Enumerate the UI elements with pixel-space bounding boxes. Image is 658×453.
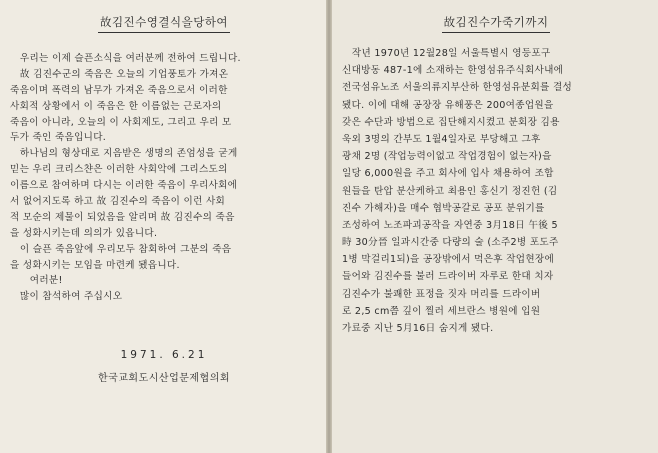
left-body-line: 이 슬픈 죽음앞에 우리모두 참회하여 그분의 죽음 bbox=[10, 243, 232, 255]
right-page-title bbox=[342, 14, 650, 33]
left-page bbox=[0, 0, 326, 453]
left-body-line: 두가 죽인 죽음입니다. bbox=[10, 132, 107, 144]
left-body-line: 적 모순의 제물이 되었음을 알리며 故 김진수의 죽음 bbox=[10, 211, 235, 223]
right-body-line: 時 30分晉 일과시간중 다량의 술 (소주2병 포도주 bbox=[342, 237, 559, 249]
right-body-line: 원들을 탄압 분산케하고 최용인 홍신기 정진헌 (김 bbox=[342, 185, 558, 197]
left-body-line: 믿는 우리 크리스챤은 이러한 사회악에 그리스도의 bbox=[10, 164, 228, 176]
left-body-line: 이름으로 참여하며 다시는 이러한 죽음이 우리사회에 bbox=[10, 180, 238, 192]
left-body-line: 여러분! bbox=[10, 275, 63, 287]
right-body-line: 로 2,5 cm쯤 깊이 찔러 세브란스 병원에 입원 bbox=[342, 305, 541, 317]
right-body-line: 작년 1970년 12월28일 서울특별시 영등포구 bbox=[342, 48, 551, 59]
left-body-line: 사회적 상황에서 이 죽음은 한 이름없는 근로자의 bbox=[10, 100, 222, 112]
right-body-line: 전국섬유노조 서울의류지부산하 한영섬유분회를 결성 bbox=[342, 82, 573, 94]
left-body-line: 우리는 이제 슬픈소식을 여러분께 전하여 드립니다. bbox=[10, 53, 241, 64]
left-body-line: 하나님의 형상대로 지음받은 생명의 존엄성을 굳게 bbox=[10, 148, 238, 160]
left-page-title bbox=[10, 14, 318, 33]
right-body-line: 1병 막걸리1되)을 공장밖에서 먹은후 작업현장에 bbox=[342, 254, 555, 266]
right-body-line: 조성하여 노조파괴공작을 자연중 3月18日 午後 5 bbox=[342, 219, 558, 231]
right-body-line: 욱외 3명의 간부도 1월4일자로 부당해고 그후 bbox=[342, 133, 541, 145]
right-body bbox=[342, 45, 650, 337]
right-page bbox=[332, 0, 658, 453]
left-body-line: 을 성화시키는데 의의가 있읍니다. bbox=[10, 227, 158, 239]
left-body-line: 을 성화시키는 모임을 마련케 됐읍니다. bbox=[10, 259, 180, 271]
left-body-line: 죽음이 아니라, 오늘의 이 사회제도, 그리고 우리 모 bbox=[10, 116, 232, 128]
right-body-line: 들어와 김진수를 불러 드라이버 자루로 한대 치자 bbox=[342, 271, 554, 283]
right-body-line: 김진수가 불쾌한 표정을 짓자 머리를 드라이버 bbox=[342, 288, 541, 300]
organization-name: 한국교회도시산업문제협의회 bbox=[97, 373, 231, 385]
left-body-line: 故 김진수군의 죽음은 오늘의 기업풍토가 가져온 bbox=[10, 68, 229, 80]
right-body-line: 가료중 지난 5月16日 숨지게 됐다. bbox=[342, 323, 494, 334]
right-body-line: 일당 6,000원을 주고 회사에 입사 채용하여 조합 bbox=[342, 168, 554, 180]
left-title-text: 故김진수영결식을당하여 bbox=[98, 14, 230, 33]
left-body bbox=[10, 51, 318, 305]
left-body-line: 많이 참석하여 주십시오 bbox=[10, 291, 123, 303]
right-body-line: 됐다. 이에 대해 공장장 유해풍은 200여종업원을 bbox=[342, 99, 554, 111]
right-body-line: 광채 2명 (작업능력이없고 작업경험이 없는자)을 bbox=[342, 151, 552, 163]
left-body-line: 죽음이며 폭력의 남무가 가져온 죽음으로서 이러한 bbox=[10, 84, 228, 96]
left-body-line: 서 없어지도록 하고 故 김진수의 죽음이 이런 사회 bbox=[10, 196, 226, 208]
right-body-line: 신대방동 487-1에 소재하는 한영섬유주식회사내에 bbox=[342, 65, 564, 77]
right-body-line: 갖은 수단과 방법으로 집단해지시켰고 분회장 김용 bbox=[342, 116, 560, 128]
document-date: 1971. 6.21 bbox=[120, 349, 208, 362]
right-title-text: 故김진수가죽기까지 bbox=[442, 14, 551, 33]
right-body-line: 진수 가해자)을 매수 협박공갈로 공포 분위기를 bbox=[342, 202, 545, 214]
